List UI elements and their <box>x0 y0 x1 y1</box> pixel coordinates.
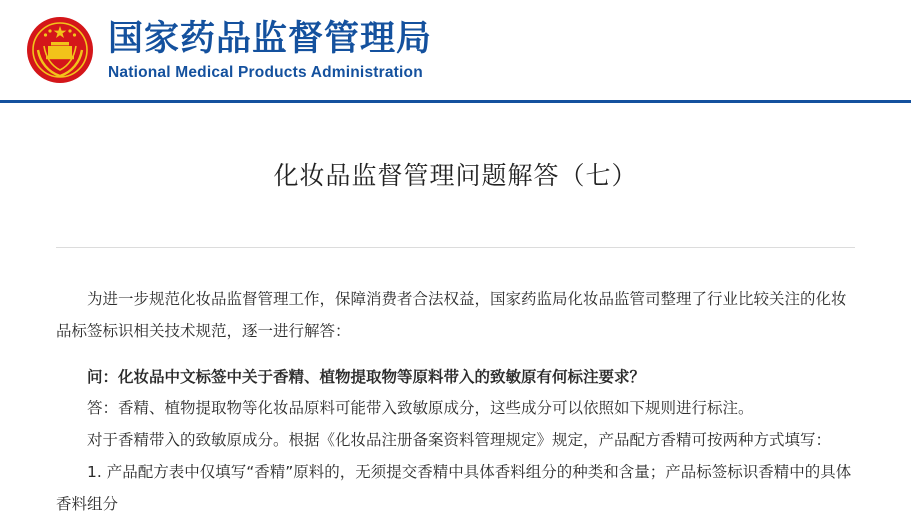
brand-text <box>108 19 432 80</box>
org-name-en: National Medical Products Administration <box>108 63 423 81</box>
paragraph-intro: 为进一步规范化妆品监督管理工作，保障消费者合法权益，国家药监局化妆品监管司整理了行业比较关注的化妆品标签标识相关技术规范，逐一进行解答： <box>56 290 847 340</box>
paragraph-answer: 答：香精、植物提取物等化妆品原料可能带入致敏原成分，这些成分可以依照如下规则进行标注。 <box>87 399 754 418</box>
article <box>0 100 911 512</box>
org-name-cn: 国家药品监督管理局 <box>108 19 433 60</box>
paragraph-item-1: 1. 产品配方表中仅填写“香精”原料的，无须提交香精中具体香料组分的种类和含量；产品标签标识香精中的具体香料组分 <box>56 462 852 512</box>
paragraph-question: 问：化妆品中文标签中关于香精、植物提取物等原料带入的致敏原有何标注要求？ <box>87 367 646 386</box>
national-emblem-icon <box>26 16 94 84</box>
site-header <box>0 0 911 100</box>
page-title: 化妆品监督管理问题解答（七） <box>273 161 638 190</box>
paragraph-detail: 对于香精带入的致敏原成分。根据《化妆品注册备案资料管理规定》规定，产品配方香精可按两种方式填写： <box>87 431 832 450</box>
header-divider <box>0 100 911 103</box>
